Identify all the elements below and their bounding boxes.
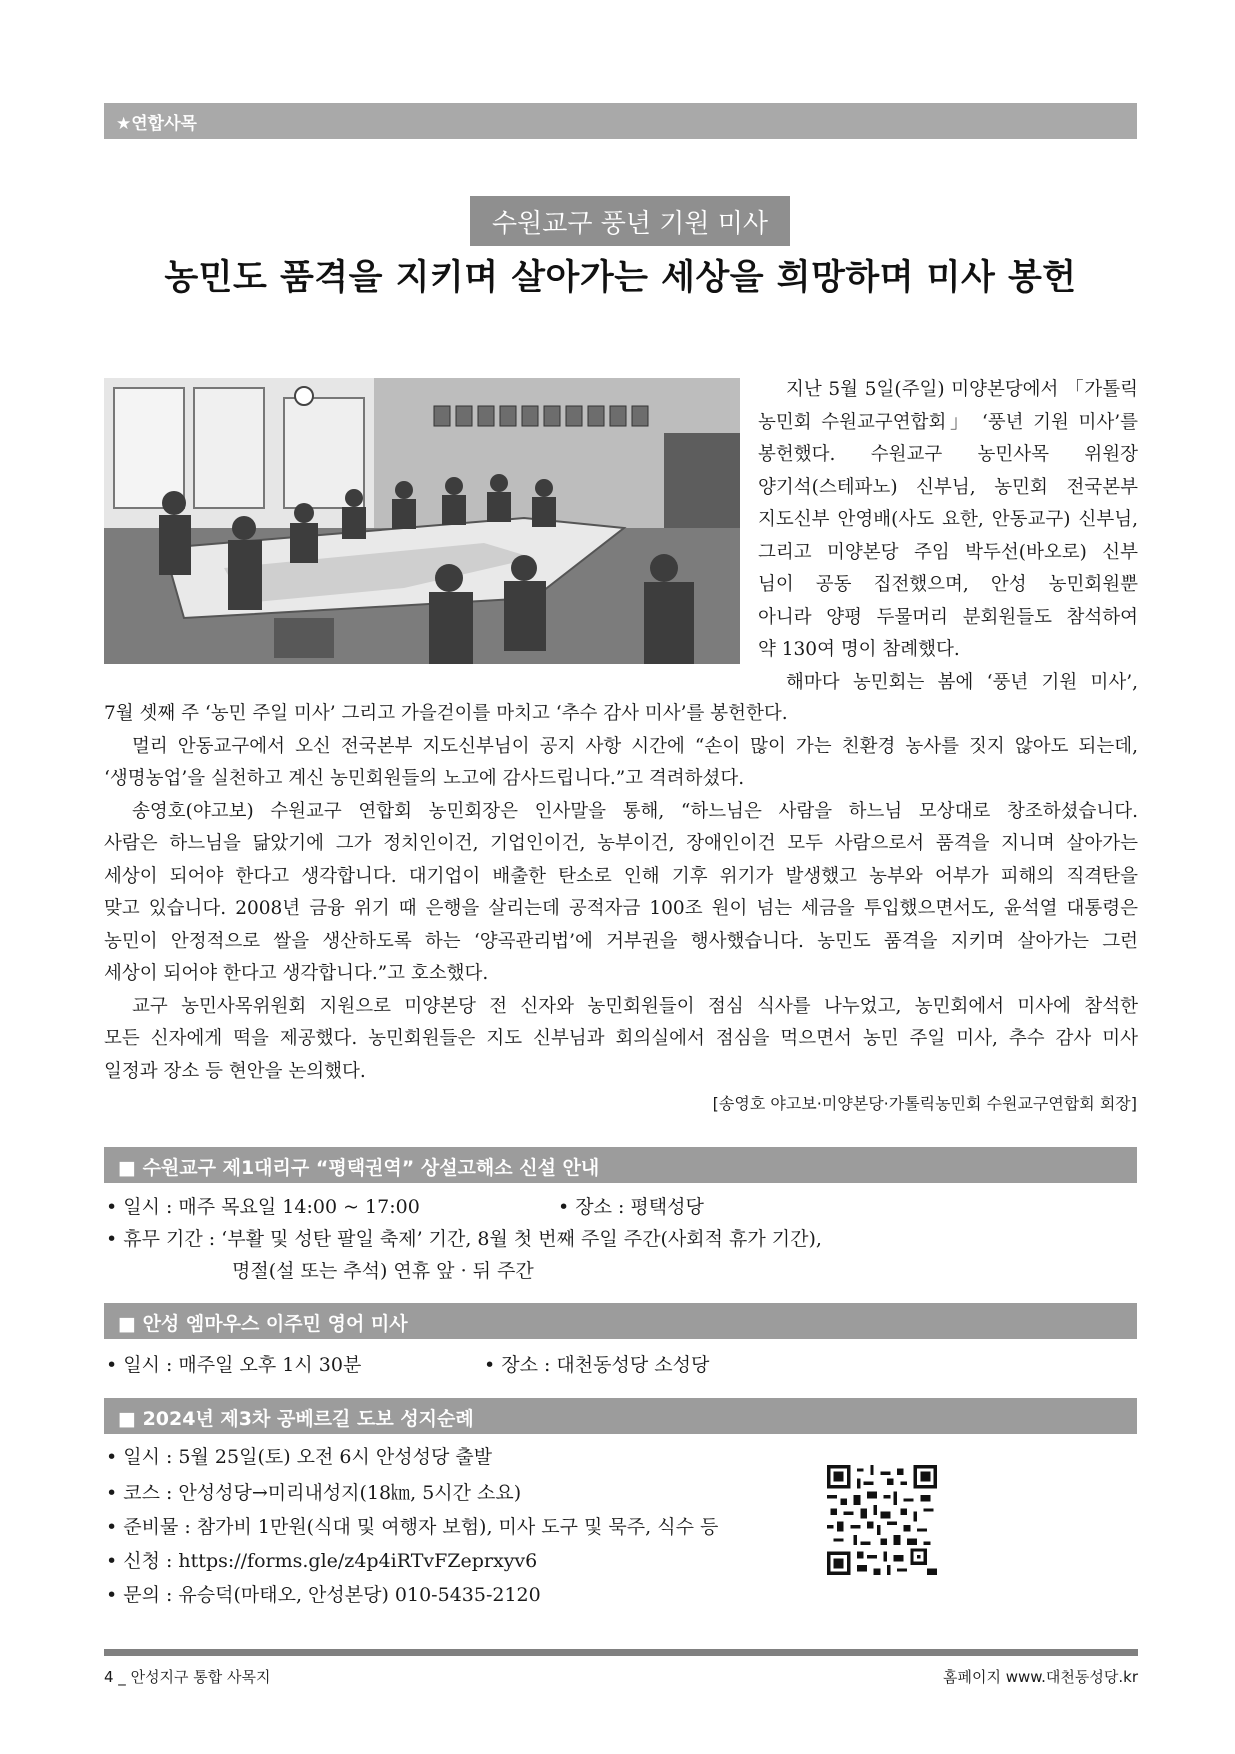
notice-pilgrimage-title: ■ 2024년 제3차 공베르길 도보 성지순례 <box>118 1408 474 1430</box>
article-subtitle: 수원교구 풍년 기원 미사 <box>492 208 768 239</box>
notice-confession-closed-1: • 휴무 기간 : ‘부활 및 성탄 팔일 축제’ 기간, 8월 첫 번째 주일 주간(사회적 휴가 기간), <box>106 1228 822 1250</box>
body-line: 사람은 하느님을 닮았기에 그가 정치인이건, 기업인이건, 농부이건, 장애인이건 모두 사람으로서 품격을 지니며 살아가는 <box>104 833 1138 854</box>
article-subtitle-box <box>470 196 790 246</box>
meeting-room-photo <box>104 378 740 664</box>
intro-line: 양기석(스테파노) 신부님, 농민회 전국본부 <box>758 476 1138 498</box>
footer-homepage[interactable]: 홈페이지 www.대천동성당.kr <box>943 1668 1138 1686</box>
intro-line: 지도신부 안영배(사도 요한, 안동교구) 신부님, <box>758 509 1138 530</box>
notice-pilgrimage-course: • 코스 : 안성성당→미리내성지(18㎞, 5시간 소요) <box>106 1482 522 1504</box>
article-body <box>104 698 1138 1088</box>
body-line: 맞고 있습니다. 2008년 금융 위기 때 은행을 살리는데 공적자금 100조 원이 넘는 세금을 투입했으면서도, 윤석열 대통령은 <box>104 898 1138 919</box>
notice-english-mass-title-bar <box>104 1303 1137 1339</box>
notice-pilgrimage-signup: • 신청 : https://forms.gle/z4p4iRTvFZeprxyv6 <box>106 1550 538 1572</box>
body-line: 송영호(야고보) 수원교구 연합회 농민회장은 인사말을 통해, “하느님은 사람을 하느님 모상대로 창조하셨습니다. <box>132 800 1138 822</box>
article-intro-column <box>758 374 1138 699</box>
intro-line: 농민회 수원교구연합회」 ‘풍년 기원 미사’를 <box>758 411 1138 433</box>
notice-confession-place: • 장소 : 평택성당 <box>558 1196 704 1218</box>
body-line: 세상이 되어야 한다고 생각합니다.”고 호소했다. <box>104 963 489 984</box>
section-label: ★연합사목 <box>116 114 197 134</box>
footer-page-label: 4 _ 안성지구 통합 사목지 <box>104 1668 271 1686</box>
body-line: 멀리 안동교구에서 오신 전국본부 지도신부님이 공지 사항 시간에 “손이 많이 가는 친환경 농사를 짓지 않아도 되는데, <box>132 735 1138 757</box>
article-byline: [송영호 야고보·미양본당·가톨릭농민회 수원교구연합회 회장] <box>712 1094 1137 1113</box>
intro-line: 그리고 미양본당 주임 박두선(바오로) 신부 <box>758 541 1138 563</box>
notice-confession-title-bar <box>104 1147 1137 1183</box>
body-line: 교구 농민사목위원회 지원으로 미양본당 전 신자와 농민회원들이 점심 식사를 나누었고, 농민회에서 미사에 참석한 <box>132 995 1138 1017</box>
notice-confession-schedule: • 일시 : 매주 목요일 14:00 ~ 17:00 <box>106 1196 420 1218</box>
intro-line: 봉헌했다. 수원교구 농민사목 위원장 <box>758 444 1138 465</box>
qr-code-icon[interactable] <box>827 1465 937 1575</box>
notice-pilgrimage-contact: • 문의 : 유승덕(마태오, 안성본당) 010-5435-2120 <box>106 1584 541 1606</box>
intro-line: 님이 공동 집전했으며, 안성 농민회원뿐 <box>758 574 1138 595</box>
body-line: 세상이 되어야 한다고 생각합니다. 대기업이 배출한 탄소로 인해 기후 위기가 발생했고 농부와 어부가 피해의 직격탄을 <box>104 865 1138 887</box>
body-line: 일정과 장소 등 현안을 논의했다. <box>104 1060 366 1082</box>
notice-pilgrimage-title-bar <box>104 1398 1137 1434</box>
notice-english-mass-schedule: • 일시 : 매주일 오후 1시 30분 <box>106 1354 362 1376</box>
notice-english-mass-title: ■ 안성 엠마우스 이주민 영어 미사 <box>118 1313 408 1335</box>
intro-line: 해마다 농민회는 봄에 ‘풍년 기원 미사’, <box>786 671 1138 693</box>
body-line: 농민이 안정적으로 쌀을 생산하도록 하는 ‘양곡관리법’에 거부권을 행사했습니다. 농민도 품격을 지키며 살아가는 그런 <box>104 930 1138 952</box>
intro-line: 지난 5월 5일(주일) 미양본당에서 「가톨릭 <box>786 379 1138 400</box>
intro-line: 약 130여 명이 참례했다. <box>758 639 960 660</box>
notice-confession-title: ■ 수원교구 제1대리구 “평택권역” 상설고해소 신설 안내 <box>118 1157 600 1179</box>
body-line: 7월 셋째 주 ‘농민 주일 미사’ 그리고 가을걷이를 마치고 ‘추수 감사 미사’를 봉헌한다. <box>104 703 788 724</box>
body-line: ‘생명농업’을 실천하고 계신 농민회원들의 노고에 감사드립니다.”고 격려하셨다. <box>104 768 745 789</box>
footer-rule <box>104 1649 1138 1656</box>
article-headline: 농민도 품격을 지키며 살아가는 세상을 희망하며 미사 봉헌 <box>164 258 1077 298</box>
notice-english-mass-place: • 장소 : 대천동성당 소성당 <box>484 1354 710 1376</box>
notice-confession-closed-2: 명절(설 또는 추석) 연휴 앞 · 뒤 주간 <box>232 1260 534 1282</box>
body-line: 모든 신자에게 떡을 제공했다. 농민회원들은 지도 신부님과 회의실에서 점심을 먹으면서 농민 주일 미사, 추수 감사 미사 <box>104 1028 1138 1049</box>
section-header-bar <box>104 103 1137 139</box>
intro-line: 아니라 양평 두물머리 분회원들도 참석하여 <box>758 606 1138 628</box>
notice-pilgrimage-date: • 일시 : 5월 25일(토) 오전 6시 안성성당 출발 <box>106 1446 493 1468</box>
notice-pilgrimage-supplies: • 준비물 : 참가비 1만원(식대 및 여행자 보험), 미사 도구 및 묵주, 식수 등 <box>106 1516 719 1538</box>
